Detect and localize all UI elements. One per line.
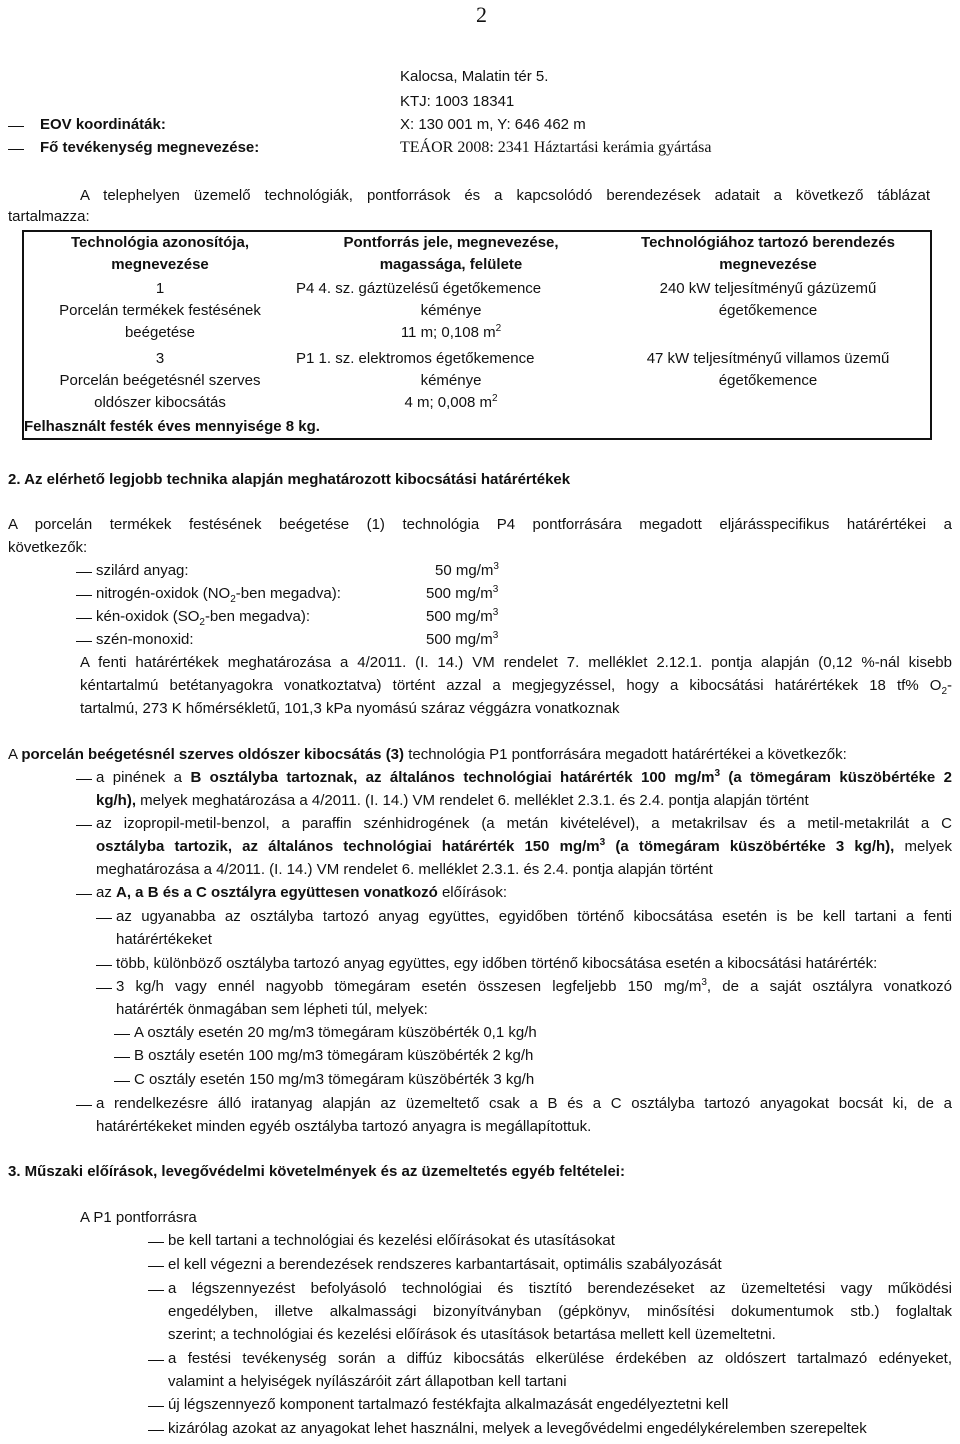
list-dash — [76, 779, 92, 780]
table-header-cell — [296, 231, 606, 278]
header-text: Technológiához tartozó berendezés — [641, 234, 895, 251]
cell-text: égetőkemence — [718, 302, 818, 319]
list-dash — [8, 149, 24, 150]
limit-value-text: 50 mg/m — [435, 562, 494, 579]
s2-note-text: A fenti határértékek meghatározása a 4/2011. (I. 14.) VM rendelet 7. melléklet 2.12.1. pontja alapján (0,12 %-nál kisebb — [80, 654, 952, 671]
iso-text: osztályba tartozik, az általános technológiai határérték 150 mg/m — [96, 838, 600, 855]
sub-rule-text: , de a saját osztályra vonatkozó — [706, 978, 953, 995]
table-header-row — [23, 231, 931, 278]
requirement-text: a légszennyezést befolyásoló technológiai és tisztító berendezéseket az üzemeltetési vagy működési — [168, 1280, 952, 1297]
table-cell — [606, 278, 931, 348]
requirement-item — [168, 1278, 952, 1300]
limit-name — [96, 583, 341, 605]
superscript: 2 — [495, 323, 502, 334]
requirement-item: új légszennyező komponent tartalmazó festékfajta alkalmazását engedélyeztetni kell — [168, 1396, 729, 1413]
list-dash — [76, 572, 92, 573]
eov-value: X: 130 001 m, Y: 646 462 m — [400, 116, 586, 133]
list-dash — [96, 965, 112, 966]
cell-text — [296, 392, 606, 414]
page-number: 2 — [476, 2, 487, 27]
subscript: 2 — [230, 594, 236, 605]
limit-value-text: 500 mg/m — [426, 608, 493, 625]
list-dash — [76, 1105, 92, 1106]
abc-text: A, a B és a C osztályra együttesen vonatkozó — [116, 884, 438, 901]
list-dash — [148, 1430, 164, 1431]
iso-line — [96, 813, 952, 835]
limit-value-text: 500 mg/m — [426, 631, 493, 648]
s2-paragraph-line — [8, 514, 952, 536]
abc-text: előírások: — [441, 884, 508, 901]
sub-rule-text: 3 kg/h vagy ennél nagyobb tömegáram esetén összesen legfeljebb 150 mg/m — [116, 978, 702, 995]
s2-note-text: - — [947, 677, 952, 694]
superscript: 3 — [492, 607, 499, 618]
header-text: megnevezése — [111, 256, 209, 273]
list-dash — [114, 1034, 130, 1035]
class-item: B osztály esetén 100 mg/m3 tömegáram küszöbérték 2 kg/h — [134, 1047, 534, 1064]
s2-note-text: kéntartalmú betétanyagokra vonatkoztatva) történt azzal a megjegyzéssel, hogy a kibocsátási határértékek 18 tf% O — [80, 677, 942, 694]
iso-text: az izopropil-metil-benzol, a paraffin szénhidrogének (a metán kivételével), a metakrilsav és a metil-metakrilát a C — [96, 815, 952, 832]
area-value: 11 m; 0,108 m — [400, 324, 496, 341]
availability-text: a rendelkezésre álló iratanyag alapján az üzemeltető csak a B és a C osztályba tartozó anyagokat bocsát ki, de a — [96, 1095, 952, 1112]
s2-paragraph-line: következők: — [8, 539, 88, 556]
list-dash — [8, 126, 24, 127]
subscript: 2 — [941, 686, 947, 697]
pinene-line — [96, 767, 952, 789]
technology-table — [22, 230, 932, 440]
list-dash — [148, 1242, 164, 1243]
limit-value — [426, 583, 498, 605]
list-dash — [76, 618, 92, 619]
list-dash — [148, 1290, 164, 1291]
limit-value — [426, 606, 498, 628]
requirement-item: be kell tartani a technológiai és kezelési előírásokat és utasításokat — [168, 1232, 615, 1249]
header-text: magassága, felülete — [379, 256, 523, 273]
paint-quantity-note: Felhasznált festék éves mennyisége 8 kg. — [24, 418, 320, 435]
header-text: megnevezése — [719, 256, 817, 273]
header-text: Pontforrás jele, megnevezése, — [343, 234, 559, 251]
cell-text: kéménye — [420, 372, 482, 389]
cell-text — [296, 322, 606, 344]
abc-text: az — [96, 884, 112, 901]
table-header-cell — [606, 231, 931, 278]
availability-line: határértékeket minden egyéb osztályba tartozó anyagra is megállapítottuk. — [96, 1118, 592, 1135]
table-cell — [296, 278, 606, 348]
availability-line — [96, 1093, 952, 1115]
cell-text: 1 — [155, 280, 165, 297]
sub-rule-text: az ugyanabba az osztályba tartozó anyag együttes, egyidőben történő kibocsátása esetén is be kell tartani a fenti — [116, 908, 952, 925]
cell-text: P4 4. sz. gáztüzelésű égetőkemence — [296, 280, 542, 297]
cell-text: oldószer kibocsátás — [94, 394, 226, 411]
sub-rule-line — [116, 906, 952, 928]
s2-note-line — [80, 652, 952, 674]
superscript: 3 — [701, 977, 707, 988]
list-dash — [76, 825, 92, 826]
pinene-text: B osztályba tartoznak, az általános technológiai határérték 100 mg/m — [190, 769, 715, 786]
limit-value — [426, 629, 498, 651]
header-text: Technológia azonosítója, — [70, 234, 250, 251]
table-cell — [23, 278, 296, 348]
abc-line — [96, 882, 507, 904]
iso-line — [96, 836, 952, 858]
cell-text: P1 1. sz. elektromos égetőkemence — [296, 350, 535, 367]
s2-note-line: tartalmú, 273 K hőmérsékletű, 101,3 kPa nyomású száraz véggázra vonatkoznak — [80, 700, 620, 717]
iso-line: meghatározása a 4/2011. (I. 14.) VM rendelet 6. melléklet 2.3.1. és 2.4. pontja alapján történt — [96, 861, 713, 878]
list-dash — [76, 595, 92, 596]
list-dash — [148, 1266, 164, 1267]
intro-line: A telephelyen üzemelő technológiák, pontforrások és a kapcsolódó berendezések adatait a következő táblázat — [80, 187, 930, 204]
cell-text: 3 — [155, 350, 165, 367]
requirement-item — [168, 1301, 952, 1323]
eov-label: EOV koordináták: — [40, 116, 166, 133]
cell-text: 47 kW teljesítményű villamos üzemű — [646, 350, 890, 367]
area-value: 4 m; 0,008 m — [404, 394, 492, 411]
table-cell — [606, 348, 931, 416]
s2-paragraph-text: A — [8, 746, 18, 763]
section-2-title: 2. Az elérhető legjobb technika alapján meghatározott kibocsátási határértékek — [8, 471, 571, 488]
list-dash — [96, 988, 112, 989]
superscript: 3 — [492, 630, 499, 641]
list-dash — [114, 1081, 130, 1082]
sub-rule-line — [116, 976, 952, 998]
class-item: A osztály esetén 20 mg/m3 tömegáram küszöbérték 0,1 kg/h — [134, 1024, 537, 1041]
requirement-text: engedélyben, illetve alkalmassági bizonyítványban (gépkönyv, minősítési dokumentumok stb.) foglaltak — [168, 1303, 952, 1320]
sub-rule-line: több, különböző osztályba tartozó anyag együttes, egy időben történő kibocsátása esetén a kibocsátási határérték: — [116, 955, 878, 972]
iso-text: (a tömegáram küszöbértéke 3 kg/h), — [615, 838, 895, 855]
superscript: 3 — [493, 561, 499, 572]
list-dash — [96, 918, 112, 919]
superscript: 2 — [491, 393, 498, 404]
ktj: KTJ: 1003 18341 — [400, 93, 515, 110]
limit-name: szén-monoxid: — [96, 631, 194, 648]
superscript: 3 — [599, 837, 606, 848]
class-item: C osztály esetén 150 mg/m3 tömegáram küszöbérték 3 kg/h — [134, 1071, 535, 1088]
requirement-item: valamint a helyiségek nyílászáróit zárt állapotban kell tartani — [168, 1373, 567, 1390]
requirement-item: el kell végezni a berendezések rendszeres karbantartásait, optimális szabályozását — [168, 1256, 722, 1273]
superscript: 3 — [492, 584, 499, 595]
sub-rule-line: határértékeket — [116, 931, 212, 948]
list-dash — [148, 1406, 164, 1407]
pinene-text: (a tömegáram küszöbértéke 2 — [728, 769, 953, 786]
limit-name-text: nitrogén-oxidok (NO — [96, 585, 231, 602]
limit-value-text: 500 mg/m — [426, 585, 493, 602]
s2-paragraph-text: porcelán beégetésnél szerves oldószer kibocsátás (3) — [21, 746, 405, 763]
main-activity-value: TEÁOR 2008: 2341 Háztartási kerámia gyártása — [400, 139, 712, 156]
table-cell — [296, 348, 606, 416]
requirement-item — [168, 1348, 952, 1370]
limit-value — [435, 560, 499, 582]
s2-paragraph-line — [8, 744, 847, 766]
pinene-text: kg/h), — [96, 792, 136, 809]
main-activity-label: Fő tevékenység megnevezése: — [40, 139, 260, 156]
superscript: 3 — [714, 768, 720, 779]
cell-text: beégetése — [124, 324, 196, 341]
table-cell — [23, 348, 296, 416]
limit-name-text: -ben megadva): — [204, 608, 310, 625]
table-row — [23, 278, 931, 348]
address: Kalocsa, Malatin tér 5. — [400, 68, 549, 85]
s2-paragraph-text: A porcelán termékek festésének beégetése (1) technológia P4 pontforrására megadott eljárásspecifikus határértékei a — [8, 516, 952, 533]
table-header-cell — [23, 231, 296, 278]
iso-text: melyek — [904, 838, 953, 855]
table-footer-row — [23, 416, 931, 439]
list-dash — [148, 1360, 164, 1361]
table-footer-cell — [23, 416, 931, 439]
limit-name-text: kén-oxidok (SO — [96, 608, 200, 625]
intro-line: tartalmazza: — [8, 208, 90, 225]
cell-text: 240 kW teljesítményű gázüzemű — [659, 280, 877, 297]
list-dash — [76, 641, 92, 642]
requirement-item: kizárólag azokat az anyagokat lehet használni, melyek a levegővédelmi engedélykérelemben szerepeltek — [168, 1420, 867, 1437]
cell-text: Porcelán termékek festésének — [59, 302, 261, 319]
list-dash — [114, 1057, 130, 1058]
sub-rule-line: határérték önmagában sem lépheti túl, melyek: — [116, 1001, 428, 1018]
pinene-line — [96, 790, 809, 812]
s2-paragraph-text: technológia P1 pontforrására megadott határértékei a következők: — [408, 746, 847, 763]
requirement-text: a festési tevékenység során a diffúz kibocsátás elkerülése érdekében az oldószert tartalmazó edényeket, — [168, 1350, 952, 1367]
pinene-text: melyek meghatározása a 4/2011. (I. 14.) VM rendelet 6. melléklet 2.3.1. és 2.4. pontja alapján történt — [140, 792, 809, 809]
s2-note-line — [80, 675, 952, 697]
subscript: 2 — [199, 617, 205, 628]
cell-text: kéménye — [420, 302, 482, 319]
list-dash — [76, 894, 92, 895]
limit-name: szilárd anyag: — [96, 562, 189, 579]
limit-name-text: -ben megadva): — [235, 585, 341, 602]
cell-text: Porcelán beégetésnél szerves — [59, 372, 261, 389]
requirement-item: szerint; a technológiai és kezelési előírások és utasítások betartása mellett kell üzemeltetni. — [168, 1326, 776, 1343]
cell-text: égetőkemence — [718, 372, 818, 389]
limit-name — [96, 606, 310, 628]
pinene-text: a pinének a — [96, 769, 183, 786]
section-3-title: 3. Műszaki előírások, levegővédelmi követelmények és az üzemeltetés egyéb feltételei: — [8, 1163, 625, 1180]
p1-label: A P1 pontforrásra — [80, 1209, 197, 1226]
table-row — [23, 348, 931, 416]
